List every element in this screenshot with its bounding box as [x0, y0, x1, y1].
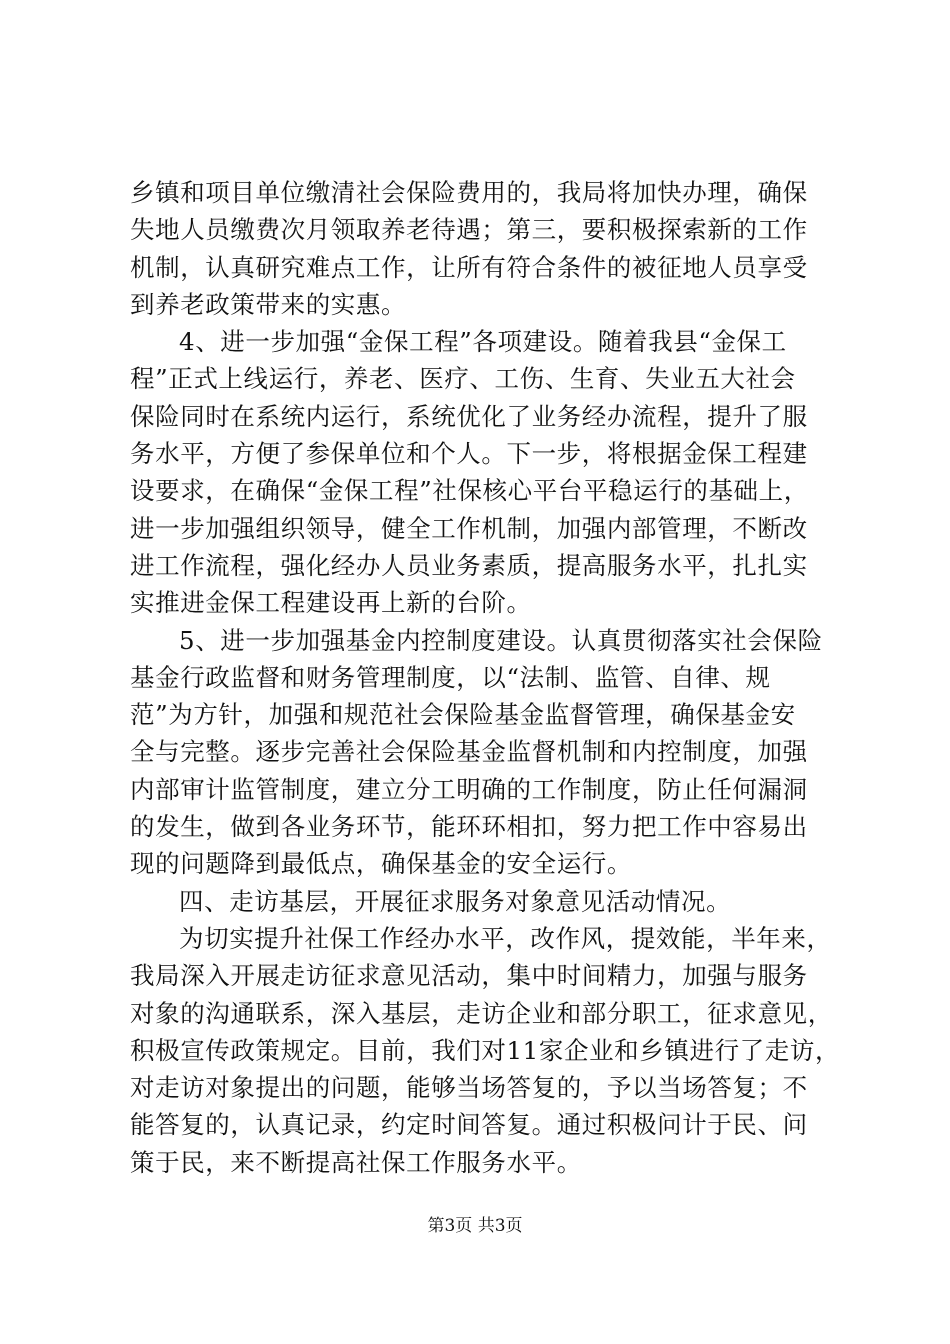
section-heading: 四、走访基层，开展征求服务对象意见活动情况。: [179, 886, 732, 916]
text-line: 对走访对象提出的问题，能够当场答复的，予以当场答复；不: [130, 1073, 808, 1103]
text-line: 内部审计监管制度，建立分工明确的工作制度，防止任何漏洞: [130, 774, 808, 804]
text-line: 失地人员缴费次月领取养老待遇；第三，要积极探索新的工作: [130, 215, 808, 245]
text-line: 机制，认真研究难点工作，让所有符合条件的被征地人员享受: [130, 252, 808, 282]
text-line: 进一步加强组织领导，健全工作机制，加强内部管理，不断改: [130, 513, 808, 543]
paragraph-first-line: 为切实提升社保工作经办水平，改作风，提效能，半年来，: [179, 923, 832, 953]
text-line: 积极宣传政策规定。目前，我们对11家企业和乡镇进行了走访，: [130, 1035, 841, 1065]
text-line: 乡镇和项目单位缴清社会保险费用的，我局将加快办理，确保: [130, 178, 808, 207]
text-line: 进工作流程，强化经办人员业务素质，提高服务水平，扎扎实: [130, 550, 808, 580]
paragraph-first-line: 4、进一步加强“金保工程”各项建设。随着我县“金保工: [179, 327, 787, 357]
text-line: 现的问题降到最低点，确保基金的安全运行。: [130, 849, 632, 879]
text-line: 实推进金保工程建设再上新的台阶。: [130, 588, 532, 618]
body-text: [130, 174, 841, 1181]
text-line: 程”正式上线运行，养老、医疗、工伤、生育、失业五大社会: [130, 364, 796, 394]
text-line: 到养老政策带来的实惠。: [130, 289, 407, 319]
text-line: 的发生，做到各业务环节，能环环相扣，努力把工作中容易出: [130, 812, 808, 842]
text-line: 策于民，来不断提高社保工作服务水平。: [130, 1147, 582, 1177]
text-line: 基金行政监督和财务管理制度，以“法制、监管、自律、规: [130, 662, 771, 692]
text-line: 对象的沟通联系，深入基层，走访企业和部分职工，征求意见，: [130, 998, 833, 1028]
text-line: 能答复的，认真记录，约定时间答复。通过积极问计于民、问: [130, 1110, 808, 1140]
text-line: 我局深入开展走访征求意见活动，集中时间精力，加强与服务: [130, 961, 808, 991]
text-line: 务水平，方便了参保单位和个人。下一步，将根据金保工程建: [130, 439, 808, 469]
text-line: 全与完整。逐步完善社会保险基金监督机制和内控制度，加强: [130, 737, 808, 767]
text-line: 范”为方针，加强和规范社会保险基金监督管理，确保基金安: [130, 700, 796, 730]
text-line: 设要求，在确保“金保工程”社保核心平台平稳运行的基础上，: [130, 476, 809, 506]
paragraph-first-line: 5、进一步加强基金内控制度建设。认真贯彻落实社会保险: [179, 625, 823, 655]
page-number-footer: 第3页 共3页: [427, 1216, 523, 1236]
text-line: 保险同时在系统内运行，系统优化了业务经办流程，提升了服: [130, 401, 808, 431]
